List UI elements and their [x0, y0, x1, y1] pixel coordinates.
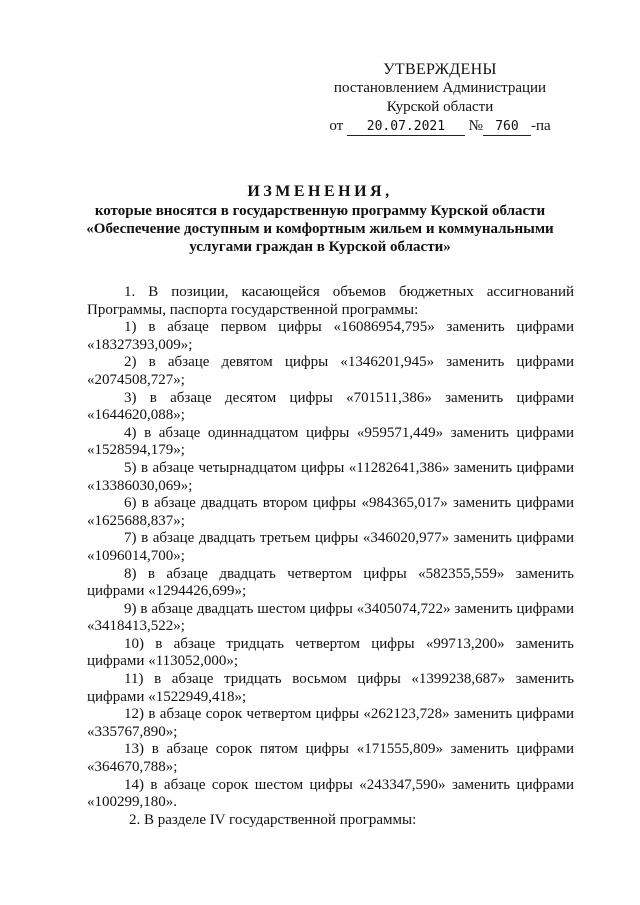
subitem-14: 14) в абзаце сорок шестом цифры «243347,590» заменить цифрами «100299,180». [87, 776, 574, 811]
subitem-2: 2) в абзаце девятом цифры «1346201,945» заменить цифрами «2074508,727»; [87, 354, 574, 388]
title-line-1: которые вносятся в государственную программу Курской области [94, 203, 546, 219]
approval-line-2: Курской области [386, 99, 494, 115]
approval-line-1: постановлением Администрации [333, 80, 547, 96]
number-suffix: -па [530, 118, 551, 134]
subitem-13: 13) в абзаце сорок пятом цифры «171555,809» заменить цифрами «364670,788»; [87, 741, 574, 776]
subitem-7: 7) в абзаце двадцать третьем цифры «346020,977» заменить цифрами «1096014,700»; [87, 530, 574, 564]
subitem-1: 1) в абзаце первом цифры «16086954,795» заменить цифрами «18327393,009»; [87, 319, 574, 353]
subitem-10: 10) в абзаце тридцать четвертом цифры «99713,200» заменить цифрами «113052,000»; [87, 635, 574, 670]
document-title [80, 183, 560, 256]
subitem-12: 12) в абзаце сорок четвертом цифры «262123,728» заменить цифрами «335767,890»; [87, 706, 574, 740]
subitem-11: 11) в абзаце тридцать восьмом цифры «1399238,687» заменить цифрами «1522949,418»; [87, 671, 574, 705]
approval-block [320, 60, 560, 136]
subitem-9: 9) в абзаце двадцать шестом цифры «3405074,722» заменить цифрами «3418413,522»; [87, 600, 574, 635]
subitem-8: 8) в абзаце двадцать четвертом цифры «582355,559» заменить цифрами «1294426,699»; [87, 565, 574, 600]
approval-date-line [320, 117, 560, 136]
date-prefix: от [329, 118, 344, 134]
number-sign: № [468, 118, 483, 134]
title-line-2: «Обеспечение доступным и комфортным жильем и коммунальными [86, 221, 554, 237]
document-body [87, 284, 574, 829]
approval-number: 760 [483, 119, 531, 136]
item-2: 2. В разделе IV государственной программы: [129, 811, 417, 828]
title-line-3: услугами граждан в Курской области» [189, 239, 451, 255]
approval-heading: УТВЕРЖДЕНЫ [383, 61, 497, 78]
approval-date: 20.07.2021 [347, 119, 465, 136]
title-heading: ИЗМЕНЕНИЯ, [247, 183, 393, 200]
item-1-intro: 1. В позиции, касающейся объемов бюджетных ассигнований Программы, паспорта государственной программы: [87, 284, 574, 318]
subitem-5: 5) в абзаце четырнадцатом цифры «11282641,386» заменить цифрами «13386030,069»; [87, 459, 574, 494]
subitem-6: 6) в абзаце двадцать втором цифры «984365,017» заменить цифрами «1625688,837»; [87, 495, 574, 529]
subitem-4: 4) в абзаце одиннадцатом цифры «959571,449» заменить цифрами «1528594,179»; [87, 424, 574, 459]
subitem-3: 3) в абзаце десятом цифры «701511,386» заменить цифрами «1644620,088»; [87, 389, 574, 424]
